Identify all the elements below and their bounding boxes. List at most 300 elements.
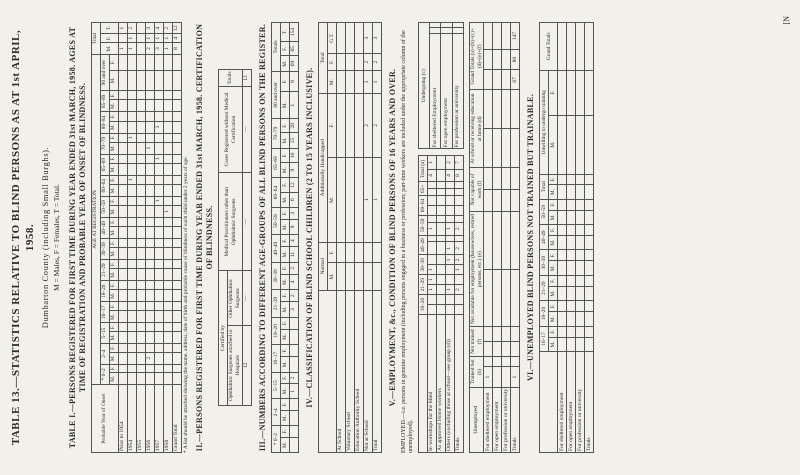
table1-sex-header: M. [109,226,118,238]
table1-cell [154,54,163,70]
table3-sex-header: F. [280,262,289,274]
table1-row-label: 1954 [127,385,136,453]
table6-cell [567,261,576,275]
table1-cell [172,311,181,323]
table6-cell [567,326,576,337]
table1-cell: 1 [154,154,163,163]
table5-row-label: As approved Home workers [436,314,445,452]
table1-cell [163,248,172,260]
table1-age-group: 30–39 [100,238,109,259]
table1-cell [118,54,127,70]
document-title: TABLE 13.—STATISTICS RELATIVE TO BLIND PERSONS AS AT 1st APRIL, 1958. [10,29,36,446]
table1-sex-header: M. [109,311,118,323]
table3-cell: 15 [289,133,298,148]
table5-area [418,22,464,453]
page-mark: [N [782,16,791,25]
table5b-grand-total-cell [502,70,511,90]
table1-cell [136,226,145,238]
table5b-grand-total-cell [484,49,493,69]
table3-cell [289,317,298,329]
table1-age-group: 70–79 [100,133,109,154]
table1-cell [136,133,145,142]
table1-cell [163,373,172,385]
table3-cell: 1 [289,384,298,399]
table6-cell [585,326,594,337]
table5-cell [445,265,454,275]
table1-cell [154,112,163,121]
table1-cell [136,142,145,154]
table3 [271,22,299,453]
table5b-cell [484,90,493,129]
table5b-cell [502,189,511,211]
table1-age-group: 16–17 [100,302,109,323]
table5-cell [427,189,436,196]
table4-cell [363,263,372,290]
table-row [118,23,127,453]
table3-age-group: 65–69 [271,148,280,178]
table1-age-group: 80–84 [100,112,109,133]
table6-cell [576,185,585,199]
table1-cell [127,343,136,352]
table3-cell: 8 [289,71,298,91]
table1-cell [163,70,172,91]
table1-cell [136,373,145,385]
table1-cell [172,163,181,175]
table1-cell [154,352,163,364]
table3-cell: 4 [289,274,298,290]
table5-cell [454,196,463,206]
table1-cell [163,269,172,281]
table5b-cell [493,168,502,190]
table4-row-label: Total [372,290,381,452]
table6-cell [576,174,585,185]
table3-cell: 2 [289,262,298,274]
table1-cell [145,154,154,163]
table6-cell [567,337,576,351]
table-row [576,23,585,453]
table1-cell [136,332,145,344]
table6-age-group: 21–29 [540,275,549,300]
table1-cell [136,364,145,373]
table4-cell [345,54,354,71]
table1-cell [163,302,172,311]
table-row [511,23,520,453]
table5-cell [427,215,436,222]
table6-cell [576,115,585,174]
table1-cell [163,175,172,184]
table6-sex-header: F. [549,275,558,286]
table3-sex-header: F. [280,71,289,91]
table3-sex-header: M. [280,357,289,373]
table5b-grand-total-cell [493,49,502,69]
table4-corner [318,290,336,452]
table6-cell [567,275,576,286]
table6-cell [558,312,567,326]
table1-cell [127,112,136,121]
table5-age-group: 65+ [418,182,427,196]
table1-cell [118,226,127,238]
table5-age-group: 16–20 [418,295,427,315]
table5-cell [427,304,436,314]
table3-cell: 28 [289,119,298,133]
table1-cell [154,373,163,385]
table1-cell [145,121,154,133]
table5b-grand-total-cell [502,23,511,50]
table-row [172,23,181,453]
table4-cell [354,93,363,157]
table1-cell [145,238,154,247]
table6-sex-header: M. [549,235,558,249]
table4-cell: 1 [363,157,372,242]
table3-total-sub: M. [280,56,289,71]
table4-cell: 1 [372,71,381,94]
table1-cell [127,323,136,332]
table1-cell [163,91,172,100]
table1-total-cell: 1 [163,34,172,43]
table5b-cell [502,342,511,357]
table1-cell [163,121,172,133]
table1-cell [154,175,163,184]
table3-totals-header: Totals [271,23,280,72]
table1-cell [163,226,172,238]
table3-cell [289,410,298,425]
table1-cell [127,238,136,247]
table4-cell [363,242,372,263]
table5-cell [436,285,445,295]
table4-cell: 3 [363,23,372,54]
table6-cell [558,250,567,261]
table6-cell [576,199,585,210]
table1-sex-header: M. [109,373,118,385]
table1-cell [127,302,136,311]
table1-sex-header: F. [109,281,118,290]
table1-cell [163,196,172,205]
table1-cell [127,260,136,269]
table1-sex-header: F. [109,133,118,142]
table4-row-label: At School [336,290,345,452]
table4-subheader: M. [327,71,336,94]
table3-sex-header: F. [280,317,289,329]
table2-title: II.—PERSONS REGISTERED FOR FIRST TIME DURING YEAR ENDED 31st MARCH, 1958. CERTIFICATION OF BLINDNESS. [195,23,215,452]
table3-sex-header: F. [280,235,289,247]
table5b-cell [511,189,520,211]
table5b-cell [484,129,493,168]
table3-total-cell: 69 [289,56,298,71]
table5b-grand-total-cell [484,23,493,50]
table1-cell [163,281,172,290]
table1-row-label: 1958 [163,385,172,453]
table1-cell [172,332,181,344]
table6-cell [558,70,567,115]
table5b-cell [484,168,493,190]
table1-cell [154,260,163,269]
table6-age-group: 16–17 [540,326,549,351]
table6-cell [585,199,594,210]
table5-cell [436,275,445,285]
table6-cell [576,23,585,71]
table1-cell [127,205,136,217]
table5b-cell [484,356,493,367]
table1-total-cell: 1 [163,43,172,55]
table1-cell [172,323,181,332]
table5b-cell [493,367,502,387]
table1-cell [136,91,145,100]
table3-age-group: 2–4 [271,399,280,426]
table3-age-group: 18–20 [271,317,280,344]
table5-cell: 2 [454,255,463,265]
table3-cell: 4 [289,235,298,247]
table6-cell [576,301,585,312]
table4-row-label: Education Authority School [354,290,363,452]
table1-cell [127,311,136,323]
table-row [372,23,381,453]
table-row [145,23,154,453]
table5-cell [445,304,454,314]
table1-cell [118,91,127,100]
table6-sex-header: F. [549,301,558,312]
table1-row-label: 1957 [154,385,163,453]
table2-certified-by: Certified by [219,271,228,405]
table4-cell: 1 [372,157,381,242]
table6-cell [558,301,567,312]
table1-cell [172,248,181,260]
table1-cell [145,184,154,196]
table6-cell [576,326,585,337]
table1-cell [118,238,127,247]
table-row [430,23,441,150]
table1-age-group: 21–29 [100,260,109,281]
table5-cell [436,189,445,196]
table6-cell [585,23,594,71]
table1-cell [145,196,154,205]
table1-cell [145,364,154,373]
table1-cell [145,290,154,302]
table3-cell: 1 [289,92,298,119]
table1-total-sub: T. [100,23,118,34]
table1-total-cell: 1 [118,23,127,34]
table1-cell [172,154,181,163]
table4-cell [354,23,363,54]
table3-cell [289,437,298,452]
table1-sex-header: M. [109,121,118,133]
table1-cell [127,352,136,364]
table5b-cell [502,168,511,190]
table5-age-group: 60–64 [418,196,427,216]
table1-cell [136,154,145,163]
table1-cell [127,196,136,205]
table1-cell [118,163,127,175]
table-row [454,156,463,453]
table5-undergoing-cell [430,28,441,33]
table5b-cell [493,129,502,168]
table6-cell [576,250,585,261]
table1-grand-total-cell: 8 [172,43,181,55]
table1-cell [163,352,172,364]
table5-cell: 8 [454,169,463,182]
table5b-grand-total-cell [484,70,493,90]
table6-age-group: Total [540,174,549,199]
table1-cell: 1 [163,205,172,217]
table1-total-cell: 1 [154,34,163,43]
table1-cell [118,175,127,184]
table3-sex-header: F. [280,290,289,302]
table6-cell [585,185,594,199]
table1-cell [163,343,172,352]
table1-cell [136,184,145,196]
table5b-cell: 1 [511,367,520,387]
table6-cell [585,235,594,249]
table1-age-header: AGE AT REGISTRATION [91,54,100,384]
table1-total-cell: 3 [154,43,163,55]
table1-cell: 2 [145,352,154,364]
table3-cell: 2 [289,372,298,384]
table6-cell [567,199,576,210]
table3-sex-header: F. [280,119,289,133]
table5-cell: 1 [427,275,436,285]
table5-cell: 1 [427,222,436,235]
table6-age-group: 30–39 [540,250,549,275]
table1-age-group: 90 and over [100,54,109,90]
table1-cell [145,269,154,281]
table3-sex-header: M. [280,302,289,318]
table5b-row-label: For profession or university [502,388,509,451]
table6-sex-header: M. [549,261,558,275]
table1-cell [145,112,154,121]
table1-cell [172,142,181,154]
table3-age-group: 16–17 [271,345,280,372]
table1-cell [163,364,172,373]
table6-title: VI.—UNEMPLOYED BLIND PERSONS NOT TRAINED BUT TRAINABLE. [526,93,536,382]
table1-cell [118,332,127,344]
table2-col-without: Cases Registered without Medical Certification [219,86,243,173]
table1-sex-header: F. [109,364,118,373]
table3-sex-header: M. [280,192,289,207]
table1-cell [154,248,163,260]
table3-sex-header: M. [280,410,289,425]
table5-row-label: In workshops for the blind [427,314,436,452]
table5-cell [445,189,454,196]
table3-sex-header: M. [280,247,289,263]
table5-age-group: 30–39 [418,255,427,275]
table4-group-total: Total [318,23,327,94]
table5-cell [436,304,445,314]
table5b-cell [511,327,520,342]
table1-cell [172,364,181,373]
table1-cell [127,226,136,238]
table6-sex-header: F. [549,199,558,210]
table1-cell [136,121,145,133]
table6-row-label: For sheltered employment [558,352,567,453]
table5-cell: 1 [427,156,436,169]
table5b-cell [502,90,511,129]
table1-cell [118,154,127,163]
table6-cell [567,174,576,185]
table1-cell [145,311,154,323]
table4-cell: 2 [372,54,381,71]
table3-cell: 3 [289,302,298,318]
table1-cell [163,332,172,344]
table1-cell: 1 [154,121,163,133]
table1-cell [163,238,172,247]
table6-row-label: Totals [585,352,594,453]
table-row [136,23,145,453]
table1-cell [154,226,163,238]
table1-cell [118,290,127,302]
table3-cell: 9 [289,163,298,178]
table1-cell [118,70,127,91]
table2 [218,69,252,405]
table5-cell [445,295,454,305]
table5-cell [436,295,445,305]
table-row [567,23,576,453]
table1-total-cell: 3 [145,23,154,34]
table3-age-group: 50–59 [271,207,280,234]
table3-age-group: 21–29 [271,290,280,317]
table5-cell [436,242,445,255]
table3-cell: 12 [289,178,298,192]
table6-corner [540,352,558,453]
table1-cell [145,91,154,100]
table1-cell [127,290,136,302]
table5-cell: 7 [454,156,463,169]
table2-col-hospital: Ophthalmic Surgeons attached to Hospitals [228,326,243,405]
table1-cell [154,302,163,311]
table5-cell [454,182,463,189]
table4-cell [354,54,363,71]
table1-cell [154,133,163,142]
table4-cell [345,23,354,54]
table1-cell [172,343,181,352]
table1-cell [154,290,163,302]
table6-cell [558,275,567,286]
table1-cell [172,112,181,121]
table1-cell [118,352,127,364]
table1-cell [127,373,136,385]
table4 [318,22,382,453]
table3-cell [289,399,298,411]
table1-cell [145,302,154,311]
table4-cell [336,54,345,71]
table6-cell [558,261,567,275]
table1-cell [163,290,172,302]
table1-grand-total-cell: 12 [172,23,181,34]
table1-cell [163,311,172,323]
table1-age-group: 50–59 [100,196,109,217]
table6-cell [576,70,585,115]
table3-title: III.—NUMBERS ACCORDING TO DIFFERENT AGE-GROUPS OF ALL BLIND PERSONS ON THE REGISTER. [257,23,267,452]
table3-sex-header: M. [280,437,289,452]
table6-sex-header: M. [549,337,558,351]
table1-cell [163,217,172,226]
table5-cell [436,196,445,206]
table1-cell [154,238,163,247]
table6-sex-header: M. [549,312,558,326]
table5-cell [454,215,463,222]
table1-cell [172,100,181,112]
table1-cell [136,205,145,217]
table1-cell [136,323,145,332]
table4-subheader: G.T. [327,23,336,54]
table5b-cell [502,211,511,269]
table1-cell [118,281,127,290]
table5b-grand-total-cell: 80 [511,49,520,69]
table5b-cell: 1 [484,367,493,387]
table4-cell [345,242,354,263]
table6-sex-header: F. [549,326,558,337]
table6-sex-header: F. [549,225,558,236]
table1-total-sub: F. [100,34,118,43]
table5b-group-header: Not trained (f) [469,327,484,356]
